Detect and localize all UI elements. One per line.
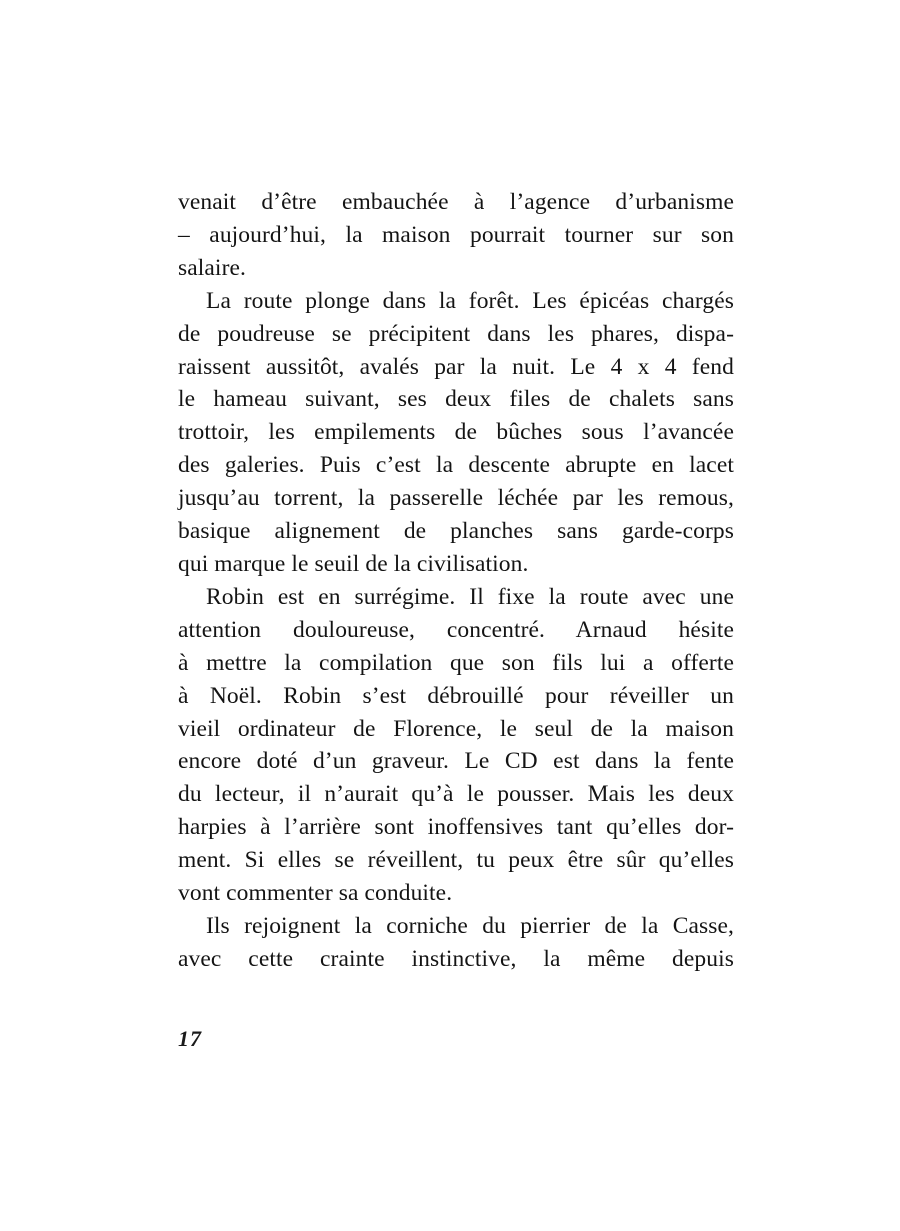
- text-line: La route plonge dans la forêt. Les épicéas chargés: [206, 287, 734, 314]
- text-line: du lecteur, il n’aurait qu’à le pousser. Mais les deux: [178, 781, 734, 808]
- text-line: Robin est en surrégime. Il fixe la route avec une: [206, 583, 734, 610]
- text-line: salaire.: [178, 254, 246, 281]
- text-line: attention douloureuse, concentré. Arnaud hésite: [178, 616, 734, 643]
- page-number: 17: [178, 1026, 202, 1051]
- text-line: jusqu’au torrent, la passerelle léchée par les remous,: [178, 485, 734, 512]
- text-line: qui marque le seuil de la civilisation.: [178, 550, 529, 577]
- text-line: de poudreuse se précipitent dans les phares, dispa-: [178, 320, 734, 347]
- text-line: vieil ordinateur de Florence, le seul de la maison: [178, 715, 734, 742]
- text-line: Ils rejoignent la corniche du pierrier de la Casse,: [206, 912, 734, 939]
- text-line: ment. Si elles se réveillent, tu peux être sûr qu’elles: [178, 847, 734, 874]
- text-line: le hameau suivant, ses deux files de chalets sans: [178, 386, 734, 413]
- text-line: à Noël. Robin s’est débrouillé pour réveiller un: [178, 682, 734, 709]
- text-line: encore doté d’un graveur. Le CD est dans la fente: [178, 748, 734, 775]
- text-line: à mettre la compilation que son fils lui a offerte: [178, 649, 734, 676]
- text-line: basique alignement de planches sans garde-corps: [178, 518, 734, 545]
- text-line: vont commenter sa conduite.: [178, 880, 453, 907]
- text-line: – aujourd’hui, la maison pourrait tourner sur son: [178, 221, 734, 248]
- text-line: avec cette crainte instinctive, la même depuis: [178, 945, 734, 972]
- text-line: venait d’être embauchée à l’agence d’urbanisme: [178, 189, 734, 215]
- text-line: des galeries. Puis c’est la descente abrupte en lacet: [178, 452, 734, 479]
- text-line: harpies à l’arrière sont inoffensives tant qu’elles dor-: [178, 814, 734, 841]
- text-line: trottoir, les empilements de bûches sous l’avancée: [178, 419, 734, 446]
- text-line: raissent aussitôt, avalés par la nuit. Le 4 x 4 fend: [178, 353, 734, 380]
- text-block: [178, 186, 734, 976]
